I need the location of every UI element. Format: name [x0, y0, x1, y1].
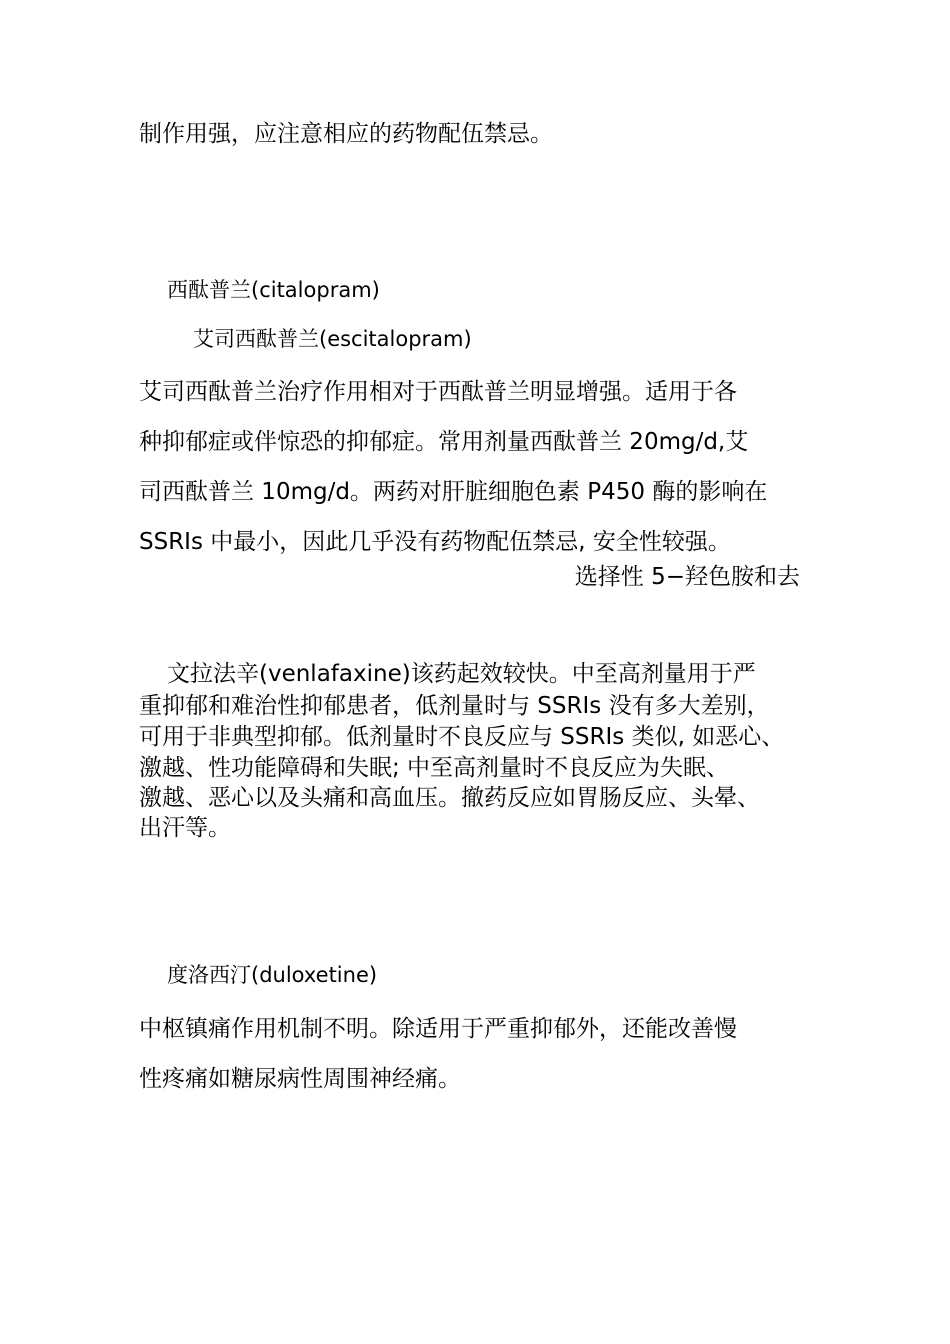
duloxetine-paragraph-line: 性疼痛如糖尿病性周围神经痛。 [139, 1066, 461, 1092]
citalopram-paragraph-line: 艾司西酞普兰治疗作用相对于西酞普兰明显增强。适用于各 [139, 379, 737, 405]
escitalopram-subheading: 艾司西酞普兰(escitalopram) [193, 327, 472, 351]
venlafaxine-paragraph-line: 可用于非典型抑郁。低剂量时不良反应与 SSRIs 类似, 如恶心、 [139, 724, 785, 750]
venlafaxine-paragraph-line: 出汗等。 [139, 815, 231, 841]
venlafaxine-paragraph-line: 重抑郁和难治性抑郁患者，低剂量时与 SSRIs 没有多大差别， [139, 693, 770, 719]
next-section-fragment: 选择性 5−羟色胺和去 [574, 564, 800, 590]
citalopram-heading: 西酞普兰(citalopram) [167, 278, 380, 302]
duloxetine-heading: 度洛西汀(duloxetine) [167, 963, 378, 987]
intro-line: 制作用强，应注意相应的药物配伍禁忌。 [139, 121, 553, 147]
duloxetine-paragraph-line: 中枢镇痛作用机制不明。除适用于严重抑郁外，还能改善慢 [139, 1016, 737, 1042]
venlafaxine-paragraph-line: 激越、性功能障碍和失眠; 中至高剂量时不良反应为失眠、 [139, 755, 730, 781]
citalopram-paragraph-line: 司西酞普兰 10mg/d。两药对肝脏细胞色素 P450 酶的影响在 [139, 479, 768, 505]
venlafaxine-paragraph-line: 激越、恶心以及头痛和高血压。撤药反应如胃肠反应、头晕、 [139, 785, 760, 811]
citalopram-paragraph-line: SSRIs 中最小，因此几乎没有药物配伍禁忌, 安全性较强。 [139, 529, 731, 555]
citalopram-paragraph-line: 种抑郁症或伴惊恐的抑郁症。常用剂量西酞普兰 20mg/d,艾 [139, 429, 749, 455]
venlafaxine-paragraph-line: 文拉法辛(venlafaxine)该药起效较快。中至高剂量用于严 [167, 661, 756, 687]
